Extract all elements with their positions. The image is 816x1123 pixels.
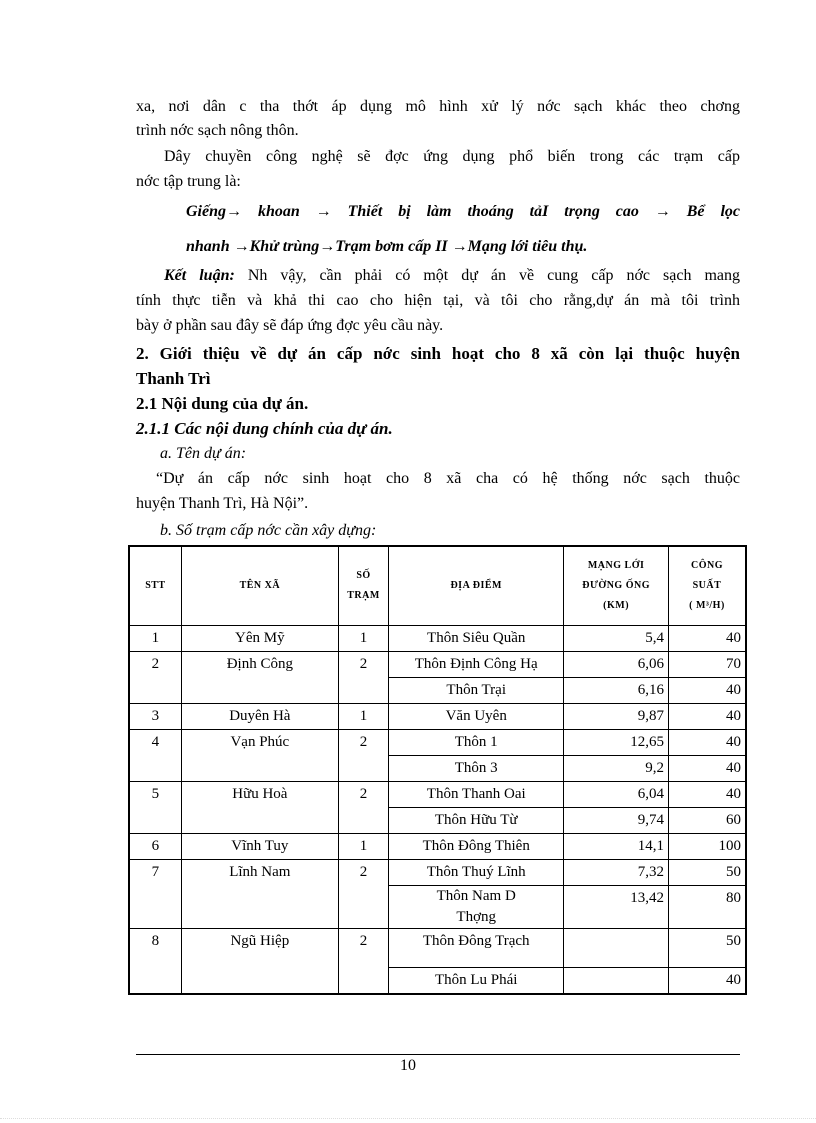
conclusion-line (164, 265, 740, 287)
cell-km: 9,74 (564, 808, 669, 834)
cell-so-tram: 2 (338, 860, 388, 886)
cell-so-tram (338, 756, 388, 782)
page-number: 10 (400, 1057, 416, 1074)
paragraph-line: tính thực tiễn và khả thi cao cho hiện tại, và tôi cho rằng,dự án mà tôi trình (136, 292, 740, 309)
table-row (129, 886, 746, 929)
section-heading: Thanh Trì (136, 369, 211, 388)
cell-ten-xa (181, 678, 338, 704)
cell-so-tram: 1 (338, 626, 388, 652)
cell-cong-suat: 50 (668, 860, 746, 886)
cell-stt: 1 (129, 626, 181, 652)
subsection-heading: 2.1 Nội dung của dự án. (136, 394, 309, 413)
cell-cong-suat: 40 (668, 967, 746, 994)
cell-stt: 6 (129, 834, 181, 860)
cell-stt: 8 (129, 929, 181, 968)
cell-ten-xa: Định Công (181, 652, 338, 678)
cell-cong-suat: 40 (668, 704, 746, 730)
cell-km (564, 967, 669, 994)
cell-cong-suat: 40 (668, 730, 746, 756)
cell-cong-suat: 40 (668, 782, 746, 808)
cell-km: 5,4 (564, 626, 669, 652)
cell-cong-suat: 40 (668, 678, 746, 704)
paragraph-line: “Dự án cấp nớc sinh hoạt cho 8 xã cha có hệ thống nớc sạch thuộc (156, 470, 740, 487)
cell-so-tram: 2 (338, 652, 388, 678)
header-stt: STT (129, 546, 181, 626)
cell-ten-xa: Vạn Phúc (181, 730, 338, 756)
table-row (129, 704, 746, 730)
cell-stt (129, 967, 181, 994)
cell-cong-suat: 60 (668, 808, 746, 834)
cell-so-tram (338, 967, 388, 994)
list-item-b: b. Số trạm cấp nớc cần xây dựng: (160, 522, 377, 539)
cell-ten-xa (181, 808, 338, 834)
cell-so-tram: 1 (338, 704, 388, 730)
paragraph-line: nớc tập trung là: (136, 173, 241, 190)
cell-ten-xa (181, 756, 338, 782)
section-heading: 2. Giới thiệu về dự án cấp nớc sinh hoạt cho 8 xã còn lại thuộc huyện (136, 344, 740, 363)
cell-stt (129, 756, 181, 782)
cell-dia-diem: Thôn Đông Trạch (389, 929, 564, 968)
cell-km: 12,65 (564, 730, 669, 756)
cell-dia-diem: Thôn 3 (389, 756, 564, 782)
table-row (129, 860, 746, 886)
table-header-row (129, 546, 746, 626)
cell-so-tram (338, 808, 388, 834)
cell-so-tram: 2 (338, 929, 388, 968)
cell-cong-suat: 40 (668, 626, 746, 652)
table-row (129, 678, 746, 704)
cell-cong-suat: 80 (668, 886, 746, 929)
cell-km: 9,87 (564, 704, 669, 730)
header-so-tram: SỐ TRẠM (338, 546, 388, 626)
paragraph-line: huyện Thanh Trì, Hà Nội”. (136, 495, 309, 512)
cell-dia-diem: Thôn Định Công Hạ (389, 652, 564, 678)
table-row (129, 967, 746, 994)
cell-dia-diem: Thôn 1 (389, 730, 564, 756)
process-chain-line: nhanh →Khử trùng→Trạm bơm cấp II →Mạng lới tiêu thụ. (186, 238, 588, 255)
cell-so-tram: 2 (338, 730, 388, 756)
paragraph-line: xa, nơi dân c tha thớt áp dụng mô hình xử lý nớc sạch khác theo chơng (136, 98, 740, 115)
table-row (129, 730, 746, 756)
table-row (129, 834, 746, 860)
cell-ten-xa: Vĩnh Tuy (181, 834, 338, 860)
cell-cong-suat: 100 (668, 834, 746, 860)
header-cong-suat: CÔNG SUẤT ( M³/H) (668, 546, 746, 626)
cell-dia-diem: Thôn Trại (389, 678, 564, 704)
cell-stt (129, 886, 181, 929)
table-row (129, 626, 746, 652)
cell-stt: 5 (129, 782, 181, 808)
list-item-a: a. Tên dự án: (160, 445, 247, 462)
footer-divider (136, 1054, 740, 1055)
cell-dia-diem: Thôn Đông Thiên (389, 834, 564, 860)
cell-stt: 7 (129, 860, 181, 886)
cell-ten-xa: Yên Mỹ (181, 626, 338, 652)
cell-ten-xa (181, 967, 338, 994)
cell-stt: 3 (129, 704, 181, 730)
cell-stt (129, 678, 181, 704)
cell-dia-diem: Thôn Siêu Quần (389, 626, 564, 652)
table-row (129, 652, 746, 678)
cell-ten-xa: Ngũ Hiệp (181, 929, 338, 968)
header-ten-xa: TÊN XÃ (181, 546, 338, 626)
paragraph-line: trình nớc sạch nông thôn. (136, 122, 299, 139)
cell-km (564, 929, 669, 968)
header-mang-luoi: MẠNG LỚI ĐƯỜNG ỐNG (KM) (564, 546, 669, 626)
cell-ten-xa (181, 886, 338, 929)
cell-km: 7,32 (564, 860, 669, 886)
conclusion-text: Nh vậy, cần phải có một dự án về cung cấp nớc sạch mang (234, 267, 741, 284)
cell-cong-suat: 40 (668, 756, 746, 782)
cell-km: 13,42 (564, 886, 669, 929)
table-row (129, 756, 746, 782)
cell-so-tram (338, 678, 388, 704)
cell-cong-suat: 50 (668, 929, 746, 968)
cell-km: 14,1 (564, 834, 669, 860)
cell-dia-diem: Thôn Hữu Từ (389, 808, 564, 834)
table-row (129, 808, 746, 834)
cell-km: 9,2 (564, 756, 669, 782)
cell-ten-xa: Duyên Hà (181, 704, 338, 730)
conclusion-label: Kết luận: (164, 267, 235, 284)
subsubsection-heading: 2.1.1 Các nội dung chính của dự án. (136, 419, 393, 438)
page-bottom-border (0, 1118, 816, 1119)
cell-stt (129, 808, 181, 834)
cell-km: 6,06 (564, 652, 669, 678)
cell-dia-diem: Thôn Thanh Oai (389, 782, 564, 808)
cell-cong-suat: 70 (668, 652, 746, 678)
stations-table (128, 545, 747, 995)
cell-km: 6,16 (564, 678, 669, 704)
cell-ten-xa: Hữu Hoà (181, 782, 338, 808)
cell-so-tram (338, 886, 388, 929)
cell-so-tram: 2 (338, 782, 388, 808)
process-chain-line: Giếng→ khoan → Thiết bị làm thoáng tảI trọng cao → Bể lọc (186, 203, 740, 220)
cell-dia-diem: Thôn Lu Phái (389, 967, 564, 994)
paragraph-line: Dây chuyền công nghệ sẽ đợc ứng dụng phổ biến trong các trạm cấp (164, 148, 740, 165)
header-dia-diem: ĐỊA ĐIỂM (389, 546, 564, 626)
cell-stt: 2 (129, 652, 181, 678)
cell-dia-diem: Thôn Nam D Thợng (389, 886, 564, 929)
table-row (129, 782, 746, 808)
cell-ten-xa: Lĩnh Nam (181, 860, 338, 886)
paragraph-line: bày ở phần sau đây sẽ đáp ứng đợc yêu cầu này. (136, 317, 444, 334)
cell-dia-diem: Thôn Thuý Lĩnh (389, 860, 564, 886)
cell-km: 6,04 (564, 782, 669, 808)
cell-stt: 4 (129, 730, 181, 756)
table-row (129, 929, 746, 968)
cell-dia-diem: Văn Uyên (389, 704, 564, 730)
cell-so-tram: 1 (338, 834, 388, 860)
